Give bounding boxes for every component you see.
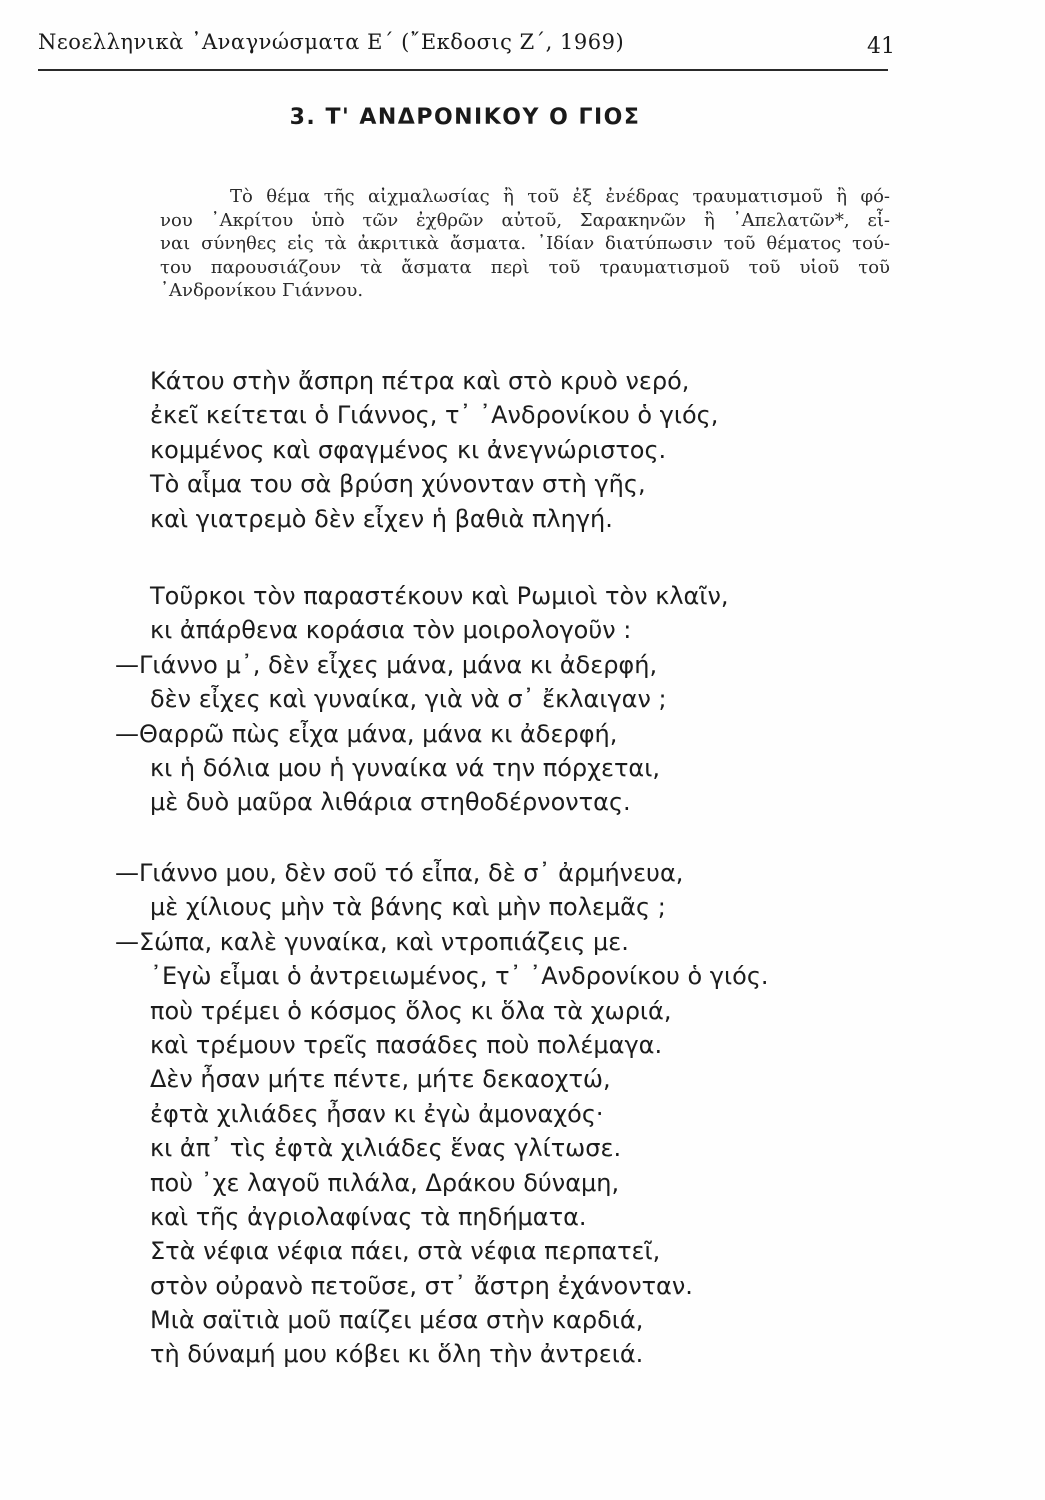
verse-line: Τὸ αἷμα του σὰ βρύση χύνονταν στὴ γῆς, bbox=[150, 470, 646, 499]
verse-line: ποὺ τρέμει ὁ κόσμος ὅλος κι ὅλα τὰ χωριά, bbox=[150, 996, 672, 1025]
header-rule bbox=[38, 69, 888, 71]
verse-line: κομμένος καὶ σφαγμένος κι ἀνεγνώριστος. bbox=[150, 435, 667, 464]
verse-line: Μιὰ σαϊτιὰ μοῦ παίζει μέσα στὴν καρδιά, bbox=[150, 1306, 644, 1335]
stanza bbox=[115, 579, 729, 820]
verse-line: κι ἡ δόλια μου ἡ γυναίκα νά την πόρχεται, bbox=[150, 753, 660, 782]
verse-line: ᾿Εγὼ εἶμαι ὁ ἀντρειωμένος, τ᾿ ᾿Ανδρονίκου ὁ γιός. bbox=[150, 962, 769, 991]
verse-line: Κάτου στὴν ἄσπρη πέτρα καὶ στὸ κρυὸ νερό, bbox=[150, 367, 690, 395]
verse-line: ἐφτὰ χιλιάδες ἦσαν κι ἐγὼ ἀμοναχός· bbox=[150, 1099, 604, 1128]
verse-line: μὲ χίλιους μὴν τὰ βάνης καὶ μὴν πολεμᾶς ; bbox=[150, 893, 666, 922]
verse-line: μὲ δυὸ μαῦρα λιθάρια στηθοδέρνοντας. bbox=[150, 788, 631, 817]
intro-line: Τὸ θέμα τῆς αἰχμαλωσίας ἢ τοῦ ἐξ ἐνέδρας τραυματισμοῦ ἢ φό- bbox=[230, 186, 890, 207]
verse-line: —Γιάννο μου, δὲν σοῦ τό εἶπα, δὲ σ᾿ ἀρμήνευα, bbox=[115, 859, 684, 887]
verse-line: στὸν οὐρανὸ πετοῦσε, στ᾿ ἄστρη ἐχάνονταν. bbox=[150, 1271, 693, 1300]
verse-line: καὶ τῆς ἀγριολαφίνας τὰ πηδήματα. bbox=[150, 1202, 587, 1231]
verse-line: —Θαρρῶ πὼς εἶχα μάνα, μάνα κι ἀδερφή, bbox=[115, 719, 618, 748]
verse-line: καὶ τρέμουν τρεῖς πασάδες ποὺ πολέμαγα. bbox=[150, 1030, 663, 1059]
intro-paragraph bbox=[160, 185, 890, 303]
verse-line: ποὺ ᾿χε λαγοῦ πιλάλα, Δράκου δύναμη, bbox=[150, 1168, 620, 1197]
verse-line: τὴ δύναμή μου κόβει κι ὅλη τὴν ἀντρειά. bbox=[150, 1340, 644, 1369]
stanza bbox=[115, 856, 769, 1372]
verse-line: —Γιάννο μ᾿, δὲν εἶχες μάνα, μάνα κι ἀδερφή, bbox=[115, 650, 658, 679]
verse-line: δὲν εἶχες καὶ γυναίκα, γιὰ νὰ σ᾿ ἔκλαιγαν ; bbox=[150, 685, 667, 714]
poem-title: 3. Τ' ΑΝΔΡΟΝΙΚΟΥ Ο ΓΙΟΣ bbox=[289, 105, 641, 130]
verse-line: ἐκεῖ κείτεται ὁ Γιάννος, τ᾿ ᾿Ανδρονίκου ὁ γιός, bbox=[150, 401, 719, 430]
intro-line: νου ᾿Ακρίτου ὑπὸ τῶν ἐχθρῶν αὐτοῦ, Σαρακηνῶν ἢ ᾿Απελατῶν*, εἶ- bbox=[160, 209, 890, 231]
verse-line: Στὰ νέφια νέφια πάει, στὰ νέφια περπατεῖ, bbox=[150, 1237, 661, 1266]
verse-line: καὶ γιατρεμὸ δὲν εἶχεν ἡ βαθιὰ πληγή. bbox=[150, 504, 613, 533]
intro-line: του παρουσιάζουν τὰ ἄσματα περὶ τοῦ τραυματισμοῦ τοῦ υἱοῦ τοῦ bbox=[160, 256, 890, 278]
verse-line: Τοῦρκοι τὸν παραστέκουν καὶ Ρωμιοὶ τὸν κλαῖν, bbox=[150, 582, 729, 610]
running-head: Νεοελληνικὰ ᾿Αναγνώσματα Ε΄ (῎Εκδοσις Ζ΄, 1969) bbox=[38, 30, 625, 54]
verse-line: Δὲν ἦσαν μήτε πέντε, μήτε δεκαοχτώ, bbox=[150, 1065, 611, 1094]
verse-line: —Σώπα, καλὲ γυναίκα, καὶ ντροπιάζεις με. bbox=[115, 927, 629, 956]
stanza bbox=[150, 364, 718, 536]
verse-line: κι ἀπάρθενα κοράσια τὸν μοιρολογοῦν : bbox=[150, 616, 632, 645]
intro-line: ᾿Ανδρονίκου Γιάννου. bbox=[160, 280, 364, 301]
page-number: 41 bbox=[867, 34, 895, 59]
verse-line: κι ἀπ᾿ τὶς ἐφτὰ χιλιάδες ἕνας γλίτωσε. bbox=[150, 1134, 622, 1163]
intro-line: ναι σύνηθες εἰς τὰ ἀκριτικὰ ἄσματα. ᾿Ιδίαν διατύπωσιν τοῦ θέματος τού- bbox=[160, 233, 890, 254]
